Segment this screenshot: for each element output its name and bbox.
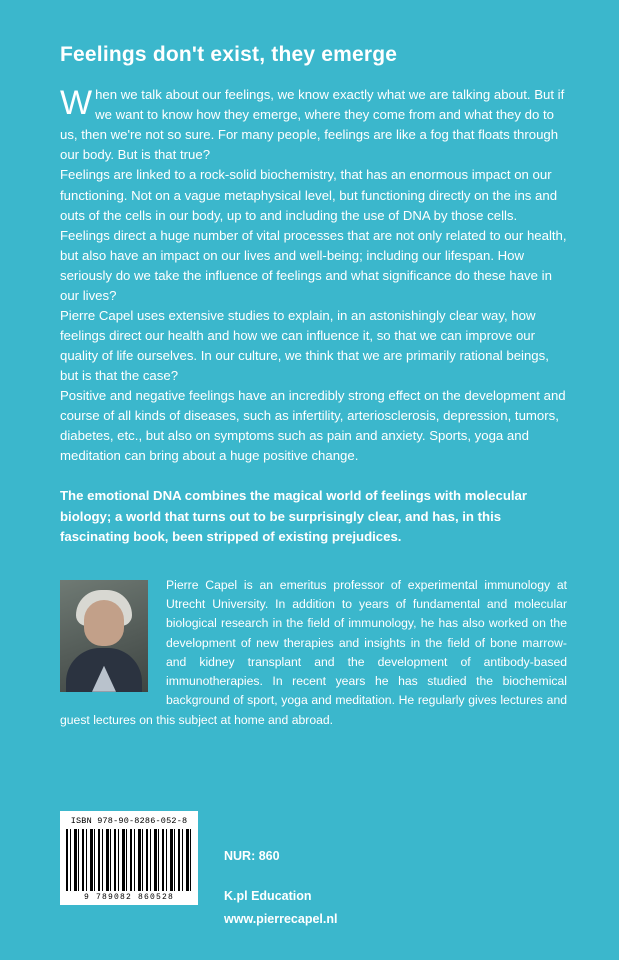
page-title: Feelings don't exist, they emerge — [60, 43, 398, 66]
author-section — [60, 576, 567, 730]
isbn-label: ISBN 978-90-8286-052-8 — [70, 815, 188, 826]
barcode-bars — [66, 829, 192, 891]
blurb-paragraph-4: Positive and negative feelings have an incredibly strong effect on the development and course of all kinds of diseases, such as infertility, arteriosclerosis, depression, tumors, diabetes, etc., but also on symptoms such as pain and anxiety. Sports, yoga and meditation can bring about a huge positive change. — [60, 388, 566, 464]
blurb-paragraph-2: Feelings are linked to a rock-solid biochemistry, that has an enormous impact on our functioning. Not on a vague metaphysical level, but functioning directly on the ins and outs of the cells in our body, up to and including the use of DNA by those cells. Feelings direct a huge number of vital processes that are not only related to our health, but also have an impact on our lives and well-being; including our lifespan. How seriously do we take the influence of feelings and what significance do these have in our lives? — [60, 167, 567, 303]
drop-cap: W — [60, 84, 93, 123]
publisher-info — [224, 811, 567, 932]
publisher-name: K.pl Education — [224, 888, 312, 903]
blurb-paragraph-3: Pierre Capel uses extensive studies to explain, in an astonishingly clear way, how feelings direct our health and how we can influence it, so that we can improve our quality of life ourselves. In our culture, we think that we are primarily rational beings, but is that the case? — [60, 307, 549, 384]
author-portrait-photo — [60, 580, 148, 692]
barcode-digits: 9 789082 860528 — [83, 892, 174, 902]
blurb-text — [60, 85, 567, 548]
publisher-website[interactable]: www.pierrecapel.nl — [224, 912, 338, 927]
blurb-paragraph-1-text: hen we talk about our feelings, we know exactly what we are talking about. But if we want to know how they emerge, where they come from and what they do to us, then we're not so sure. For many people, feelings are like a fog that floats through our body. But is that true? — [60, 87, 565, 163]
author-bio-text: Pierre Capel is an emeritus professor of experimental immunology at Utrecht University. In addition to years of fundamental and molecular biological research in the field of immunology, he has also worked on the development of new therapies and insights in the field of bone marrow- and kidney transplant and the development of antibody-based immunotherapies. In recent years he has studied the biochemical background of sport, yoga and meditation. He regularly gives lectures and guest lectures on this subject at home and abroad. — [60, 577, 567, 727]
portrait-face — [84, 600, 124, 646]
blurb-paragraph-1 — [60, 85, 567, 165]
cover-footer — [60, 811, 567, 932]
barcode — [60, 811, 198, 905]
nur-code: NUR: 860 — [224, 848, 280, 863]
blurb-highlight: The emotional DNA combines the magical world of feelings with molecular biology; a world that turns out to be surprisingly clear, and has, in this fascinating book, been stripped of existing prejudices. — [60, 488, 528, 545]
